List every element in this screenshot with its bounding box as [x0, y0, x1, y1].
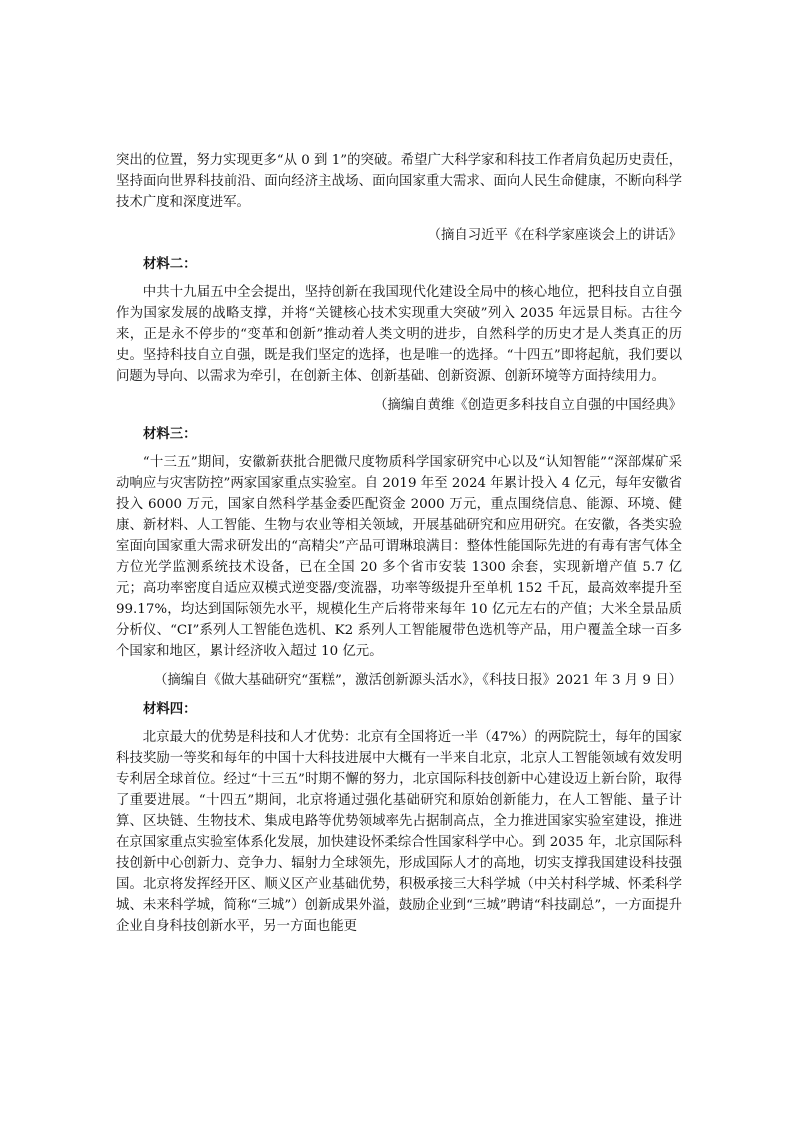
- material3-heading: 材料三：: [143, 426, 197, 442]
- material2-source: （摘编自黄维《创造更多科技自立自强的中国经典》: [374, 398, 682, 413]
- material4-text: 北京最大的优势是科技和人才优势：北京有全国将近一半（47%）的两院院士，每年的国家科技奖励一等奖和每年的中国十大科技进展中大概有一半来自北京，北京人工智能领域有效发明专利居全球首位。经过“十三五”时期不懈的努力，北京国际科技创新中心建设迈上新台阶，取得了重要进展。“十四五”期间，北京将通过强化基础研究和原始创新能力，在人工智能、量子计算、区块链、生物技术、集成电路等优势领域率先占据制高点，全力推进国家实验室建设，推进在京国家重点实验室体系化发展，加快建设怀柔综合性国家科学中心。到 2035 年，北京国际科技创新中心创新力、竞争力、辐射力全球领先，形成国际人才的高地，切实支撑我国建设科技强国。北京将发挥经开区、顺义区产业基础优势，积极承接三大科学城（中关村科学城、怀柔科学城、未来科学城，简称“三城”）创新成果外溢，鼓励企业到“三城”聘请“科技副总”，一方面提升企业自身科技创新水平，另一方面也能更: [116, 730, 682, 934]
- document-page: [116, 150, 682, 937]
- material1-text: 突出的位置，努力实现更多“从 0 到 1”的突破。希望广大科学家和科技工作者肩负起历史责任，坚持面向世界科技前沿、面向经济主战场、面向国家重大需求、面向人民生命健康，不断向科学技术广度和深度进军。: [116, 153, 682, 210]
- material1-source: （摘自习近平《在科学家座谈会上的讲话》: [427, 228, 682, 243]
- material2-heading: 材料二：: [143, 256, 197, 272]
- material2-text: 中共十九届五中全会提出，坚持创新在我国现代化建设全局中的核心地位，把科技自立自强作为国家发展的战略支撑，并将“关键核心技术实现重大突破”列入 2035 年远景目标。古往今来，正是永不停步的“变革和创新”推动着人类文明的进步，自然科学的历史才是人类真正的历史。坚持科技自立自强，既是我们坚定的选择，也是唯一的选择。“十四五”即将起航，我们要以问题为导向、以需求为牵引，在创新主体、创新基础、创新资源、创新环境等方面持续用力。: [116, 285, 682, 384]
- material4-heading: 材料四：: [143, 701, 197, 717]
- material3-text: “十三五”期间，安徽新获批合肥微尺度物质科学国家研究中心以及“认知智能”“深部煤矿采动响应与灾害防控”两家国家重点实验室。自 2019 年至 2024 年累计投入 4 亿元，每年安徽省投入 6000 万元，国家自然科学基金委匹配资金 2000 万元，重点围绕信息、能源、环境、健康、新材料、人工智能、生物与农业等相关领域，开展基础研究和应用研究。在安徽，各类实验室面向国家重大需求研发出的“高精尖”产品可谓琳琅满目：整体性能国际先进的有毒有害气体全方位光学监测系统技术设备，已在全国 20 多个省市安装 1300 余套，实现新增产值 5.7 亿元；高功率密度自适应双模式逆变器/变流器，功率等级提升至单机 152 千瓦，最高效率提升至 99.17%，均达到国际领先水平，规模化生产后将带来每年 10 亿元左右的产值；大米全景品质分析仪、“CI”系列人工智能色选机、K2 系列人工智能履带色选机等产品，用户覆盖全球一百多个国家和地区，累计经济收入超过 10 亿元。: [116, 455, 682, 659]
- material3-source: （摘编自《做大基础研究“蛋糕”，激活创新源头活水》，《科技日报》2021 年 3 月 9 日）: [154, 673, 682, 688]
